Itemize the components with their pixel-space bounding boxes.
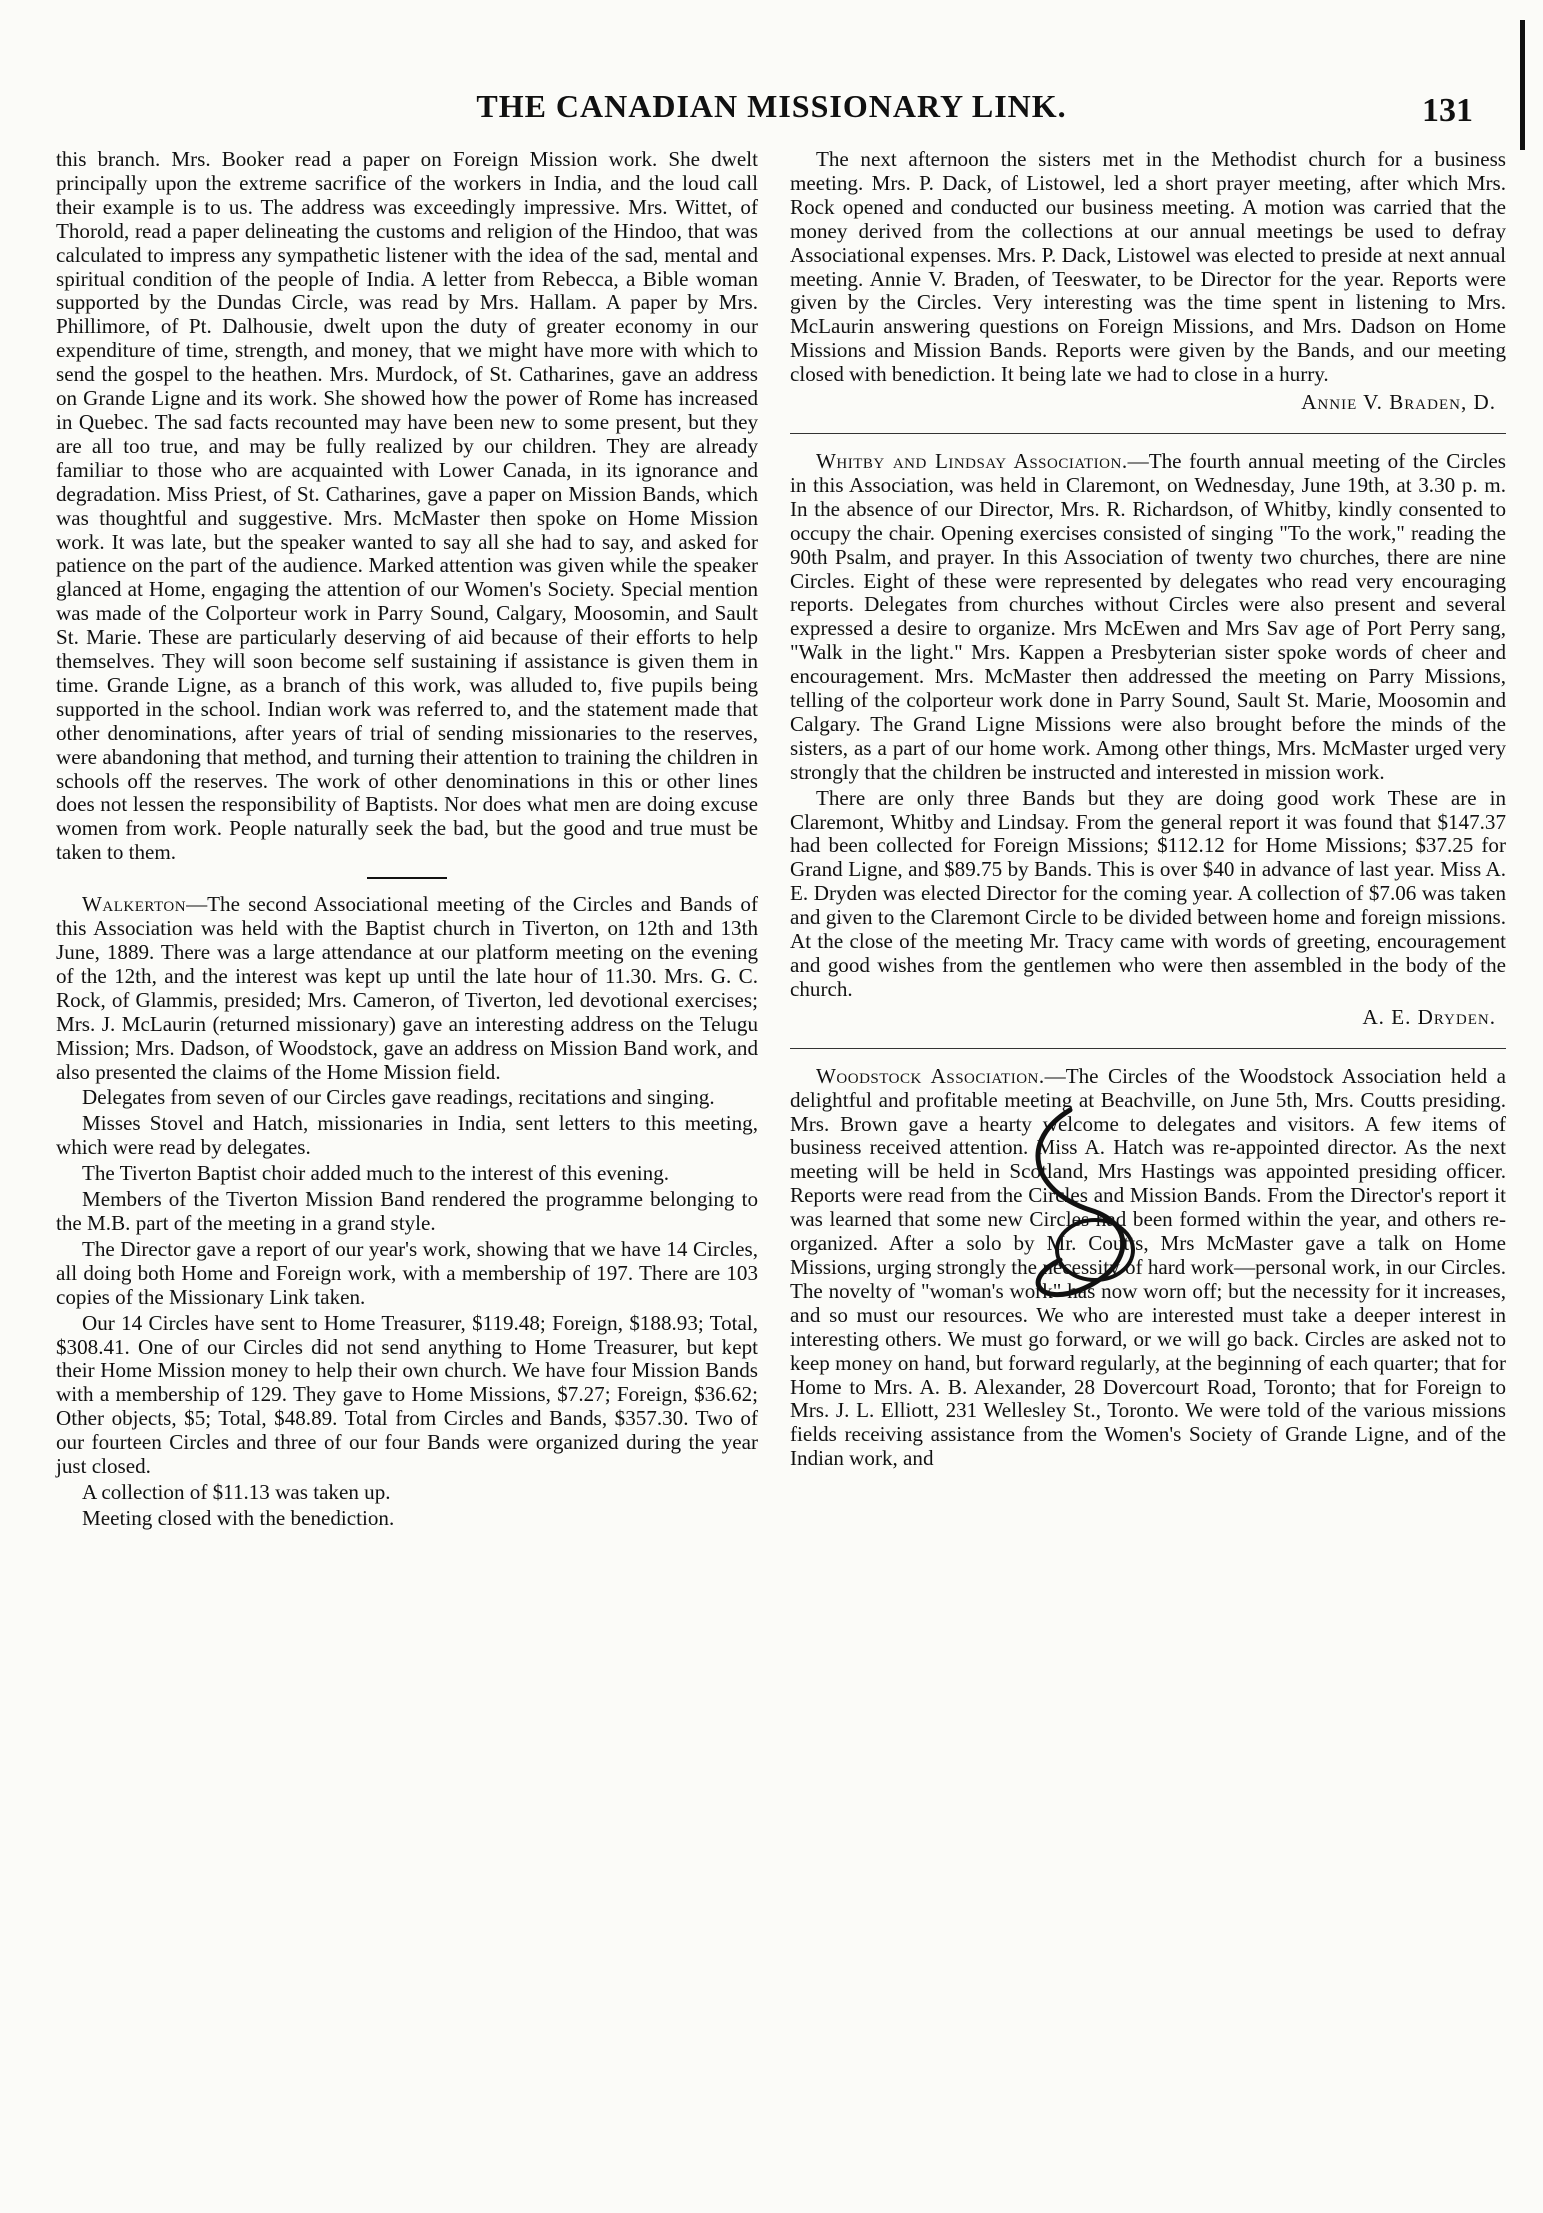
whitby-text: —The fourth annual meeting of the Circles in this Association, was held in Claremont, on Wednesday, June 19th, at 3.30 p. m. In the absence of our Director, Mrs. R. Richardson, of Whitby, kindly consented to occupy the chair. Opening exercises consisted of singing "To the work," reading the 90th Psalm, and prayer. In this Association of twenty two churches, there are nine Circles. Eight of these were represented by delegates who read very encouraging reports. Delegates from churches without Circles were also present and several expressed a desire to organize. Mrs McEwen and Mrs Sav age of Port Perry sang, "Walk in the light." Mrs. Kappen a Presbyterian sister spoke words of cheer and encouragement. Mrs. McMaster then addressed the meeting on Parry Missions, telling of the colporteur work done in Parry Sound, Sault St. Marie, Moosomin and Calgary. The Grand Ligne Missions were also brought before the minds of the sisters, as a part of our home work. Among other things, Mrs. McMaster urged very strongly that the children be instructed and interested in mission work. <box>790 448 1506 784</box>
woodstock-heading: Woodstock Association. <box>816 1063 1045 1088</box>
margin-mark <box>1520 20 1525 150</box>
whitby-heading: Whitby and Lindsay Association. <box>816 448 1128 473</box>
section-divider <box>367 877 447 879</box>
walkerton-heading: Walkerton <box>82 892 187 917</box>
walkerton-paragraph: The Tiverton Baptist choir added much to the interest of this evening. <box>82 1161 670 1186</box>
signature-dryden: A. E. Dryden. <box>1362 1004 1496 1029</box>
section-divider <box>790 433 1506 434</box>
walkerton-paragraph: A collection of $11.13 was taken up. <box>82 1479 391 1504</box>
signature-braden: Annie V. Braden, D. <box>1301 390 1496 415</box>
whitby-report <box>790 450 1506 785</box>
left-column <box>56 148 758 1533</box>
article-continuation: this branch. Mrs. Booker read a paper on Foreign Mission work. She dwelt principally upon the extreme sacrifice of the workers in India, and the loud call their example is to us. The address was exceedingly impressive. Mrs. Wittet, of Thorold, read a paper delineating the customs and religion of the Hindoo, that was calculated to impress any sympathetic listener with the idea of the sad, mental and spiritual condition of the people of India. A letter from Rebecca, a Bible woman supported by the Dundas Circle, was read by Mrs. Hallam. A paper by Mrs. Phillimore, of Pt. Dalhousie, dwelt upon the duty of greater economy in our expenditure of time, strength, and money, that we might have more with which to send the gospel to the heathen. Mrs. Murdock, of St. Catharines, gave an address on Grande Ligne and its work. She showed how the power of Rome has increased in Quebec. The sad facts recounted may have been new to some present, but they are all too true, and may be fully realized by our children. They are already familiar to those who are acquainted with Lower Canada, in its ignorance and degradation. Miss Priest, of St. Catharines, gave a paper on Mission Bands, which was thoughtful and suggestive. Mrs. McMaster then spoke on Home Mission work. It was late, but the speaker wanted to say all she had to say, and asked for patience on the part of the audience. Marked attention was given while the speaker glanced at Home, engaging the attention of our Women's Society. Special mention was made of the Colporteur work in Parry Sound, Calgary, Moosomin, and Sault St. Marie. These are particularly deserving of aid because of their efforts to help themselves. They will soon become self sustaining if assistance is given them in time. Grande Ligne, as a branch of this work, was alluded to, five pupils being supported in the school. Indian work was referred to, and the statement made that other denominations, after years of trial of sending missionaries to the reserves, were abandoning that method, and turning their attention to training the children in schools off the reserves. The work of other denominations in this or other lines does not lessen the responsibility of Baptists. Nor does what men are doing excuse women from work. People naturally seek the bad, but the good and true must be taken to them. <box>56 147 758 865</box>
walkerton-paragraph: Members of the Tiverton Mission Band rendered the programme belonging to the M.B. part of the meeting in a grand style. <box>56 1187 758 1235</box>
section-divider <box>790 1048 1506 1049</box>
business-meeting-report: The next afternoon the sisters met in the Methodist church for a business meeting. Mrs. P. Dack, of Listowel, led a short prayer meeting, after which Mrs. Rock opened and conducted our business meeting. A motion was carried that the money derived from the collections at our annual meetings be used to defray Associational expenses. Mrs. P. Dack, Listowel was elected to preside at next annual meeting. Annie V. Braden, of Teeswater, to be Director for the year. Reports were given by the Circles. Very interesting was the time spent in listening to Mrs. McLaurin answering questions on Foreign Missions, and Mrs. Dadson on Home Missions and Mission Bands. Reports were given by the Bands, and our meeting closed with benediction. It being late we had to close in a hurry. <box>790 147 1506 387</box>
whitby-paragraph: There are only three Bands but they are doing good work These are in Claremont, Whitby and Lindsay. From the general report it was found that $147.37 had been collected for Foreign Missions; $112.12 for Home Missions; $37.25 for Grand Ligne, and $89.75 by Bands. This is over $40 in advance of last year. Miss A. E. Dryden was elected Director for the coming year. A collection of $7.06 was taken and given to the Claremont Circle to be divided between home and foreign missions. At the close of the meeting Mr. Tracy came with words of greeting, encouragement and good wishes from the gentlemen who were then assembled in the body of the church. <box>790 785 1506 1001</box>
walkerton-paragraph: Delegates from seven of our Circles gave readings, recitations and singing. <box>82 1085 715 1110</box>
walkerton-paragraph: The Director gave a report of our year's work, showing that we have 14 Circles, all doing both Home and Foreign work, with a membership of 197. There are 103 copies of the Missionary Link taken. <box>56 1236 758 1309</box>
walkerton-paragraph: Misses Stovel and Hatch, missionaries in India, sent letters to this meeting, which were read by delegates. <box>56 1111 758 1160</box>
ink-scribble-mark <box>1000 1100 1180 1310</box>
walkerton-report <box>56 893 758 1084</box>
walkerton-paragraph: Meeting closed with the benediction. <box>82 1505 395 1530</box>
woodstock-text: —The Circles of the Woodstock Association held a delightful and profitable meeting at Beachville, on June 5th, Mrs. Coutts presiding. Mrs. Brown gave a hearty welcome to delegates and visitors. A few items of business received attention. Miss A. Hatch was re-appointed director. As the next meeting will be held in Scotland, Mrs Hastings was appointed presiding officer. Reports were read from the Circles and Mission Bands. From the Director's report it was learned that some new Circles had been formed within the year, and others re-organized. After a solo by Mr. Coutts, Mrs McMaster gave a talk on Home Missions, urging strongly the necessity of hard work—personal work, in our Circles. The novelty of "woman's work" has now worn off; but the necessity for it increases, and so must our resources. We who are interested must take a deeper interest in interesting others. We must go forward, or we will go back. Circles are asked not to keep money on hand, but forward regularly, at the beginning of each quarter; that for Home to Mrs. A. B. Alexander, 28 Dovercourt Road, Toronto; that for Foreign to Mrs. J. L. Elliott, 231 Wellesley St., Toronto. We were told of the various missions fields receiving assistance from the Women's Society of Grande Ligne, and of the Indian work, and <box>790 1063 1507 1471</box>
walkerton-paragraph: Our 14 Circles have sent to Home Treasurer, $119.48; Foreign, $188.93; Total, $308.41. One of our Circles did not send anything to Home Treasurer, but kept their Home Mission money to help their own church. We have four Mission Bands with a membership of 129. They gave to Home Missions, $7.27; Foreign, $36.62; Other objects, $5; Total, $48.89. Total from Circles and Bands, $357.30. Two of our fourteen Circles and three of our four Bands were organized during the year just closed. <box>56 1310 758 1479</box>
running-title: THE CANADIAN MISSIONARY LINK. <box>476 88 1067 124</box>
walkerton-text: —The second Associational meeting of the Circles and Bands of this Association was held with the Baptist church in Tiverton, on 12th and 13th June, 1889. There was a large attendance at our platform meeting on the evening of the 12th, and the interest was kept up until the late hour of 11.30. Mrs. G. C. Rock, of Glammis, presided; Mrs. Cameron, of Tiverton, led devotional exercises; Mrs. J. McLaurin (returned missionary) gave an interesting address on the Telugu Mission; Mrs. Dadson, of Woodstock, gave an address on Mission Band work, and also presented the claims of the Home Mission field. <box>56 892 758 1084</box>
page-number: 131 <box>1422 92 1473 129</box>
page-header <box>0 88 1543 138</box>
